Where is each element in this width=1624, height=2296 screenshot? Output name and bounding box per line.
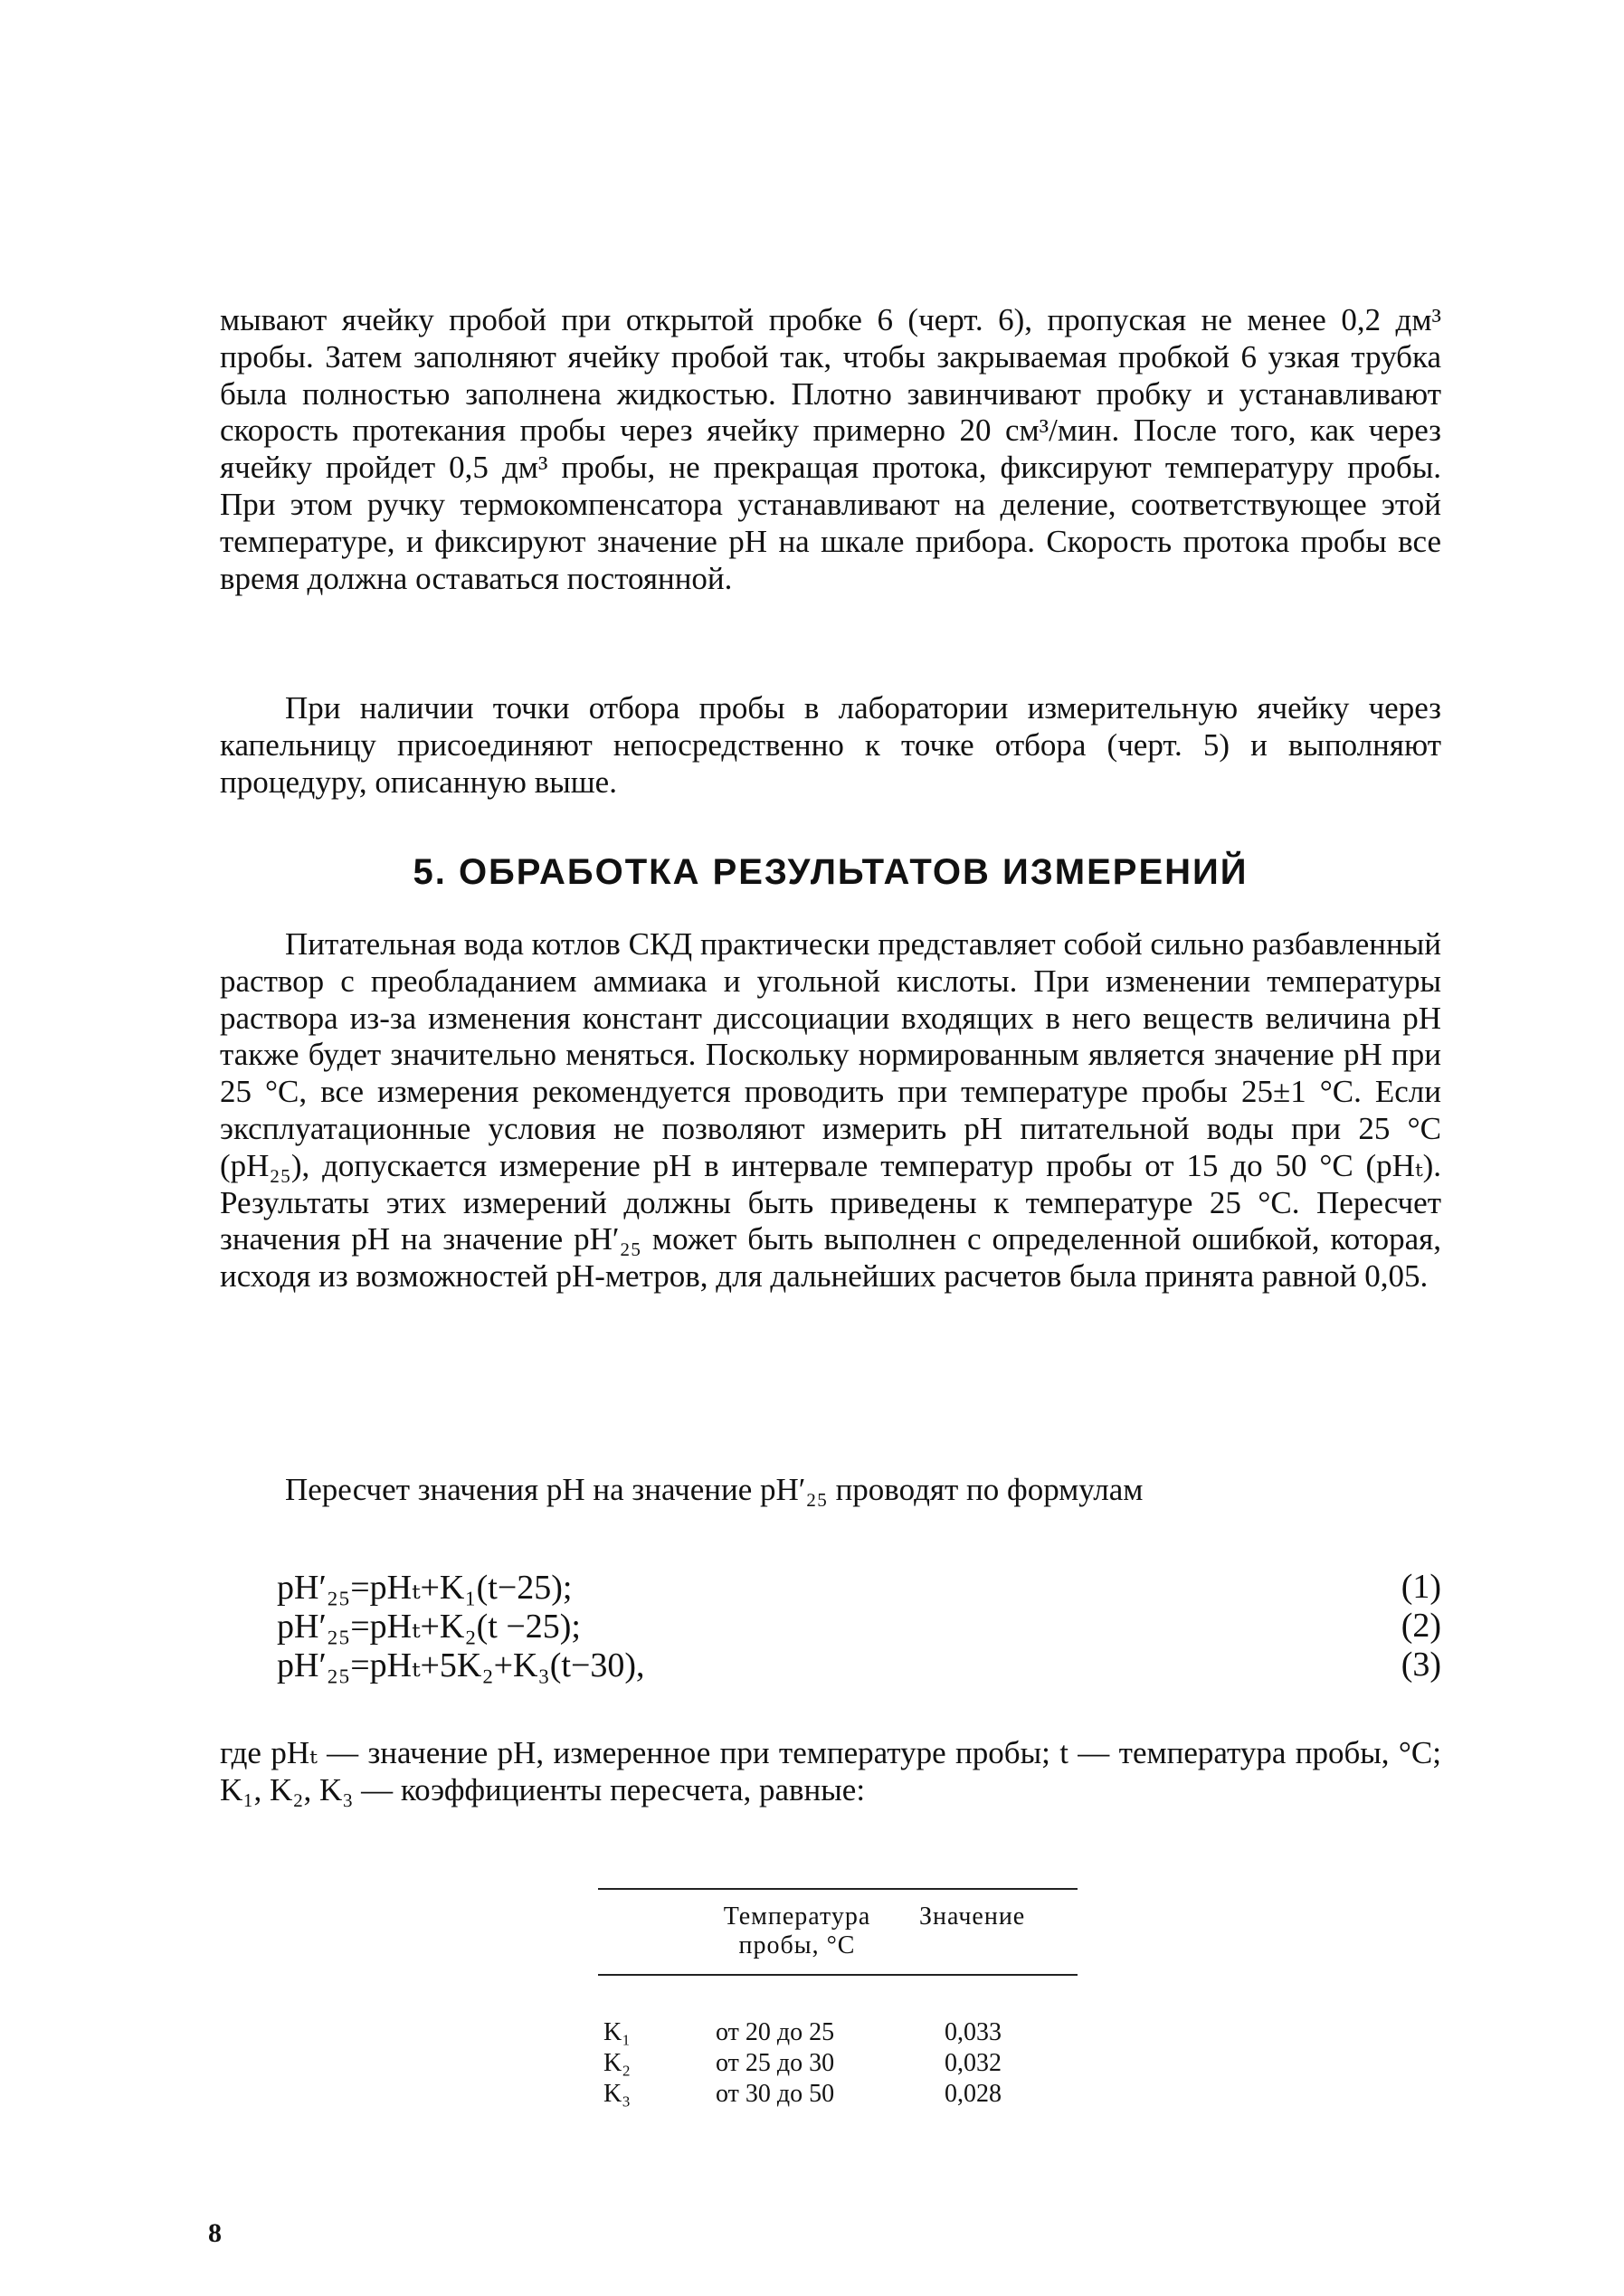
paragraph-lab-sampling	[220, 690, 1441, 801]
formula-number: (1)	[1401, 1568, 1441, 1606]
paragraph-text: мывают ячейку пробой при открытой пробке 6 (черт. 6), пропуская не менее 0,2 дм³ пробы. Затем заполняют ячейку пробой так, чтобы закрываемая пробкой 6 узкая трубка была полностью заполнена жидкостью. Плотно завинчивают пробку и устанавливают скорость протекания пробы через ячейку примерно 20 см³/мин. После того, как через ячейку пройдет 0,5 дм³ пробы, не прекращая протока, фиксируют температуру пробы. При этом ручку термокомпенсатора устанавливают на деление, соответствующее этой температуре, и фиксируют значение pH на шкале прибора. Скорость протока пробы все время должна оставаться постоянной.	[220, 302, 1441, 596]
table-header-temperature	[707, 1902, 888, 1960]
formula-expression: pH′₂₅=pHₜ+K₁(t−25);	[277, 1569, 573, 1607]
formula-2	[220, 1606, 1441, 1644]
paragraph-text: При наличии точки отбора пробы в лаборатории измерительную ячейку через капельницу присоединяют непосредственно к точке отбора (черт. 5) и выполняют процедуру, описанную выше.	[220, 690, 1441, 800]
page-number: 8	[208, 2218, 222, 2248]
section-heading: 5. ОБРАБОТКА РЕЗУЛЬТАТОВ ИЗМЕРЕНИЙ	[413, 852, 1249, 892]
paragraph-text: где pHₜ — значение pH, измеренное при температуре пробы; t — температура пробы, °С; K₁, K₂, K₃ — коэффициенты пересчета, равные:	[220, 1735, 1441, 1807]
paragraph-processing-results	[220, 926, 1441, 1295]
table-header-value: Значение	[919, 1902, 1026, 1931]
table-cell-value: 0,033	[945, 2018, 1002, 2046]
table-header-temp-line1: Температура	[723, 1902, 871, 1931]
formula-expression: pH′₂₅=pHₜ+5K₂+K₃(t−30),	[277, 1646, 645, 1684]
paragraph-measurement-procedure	[220, 302, 1441, 597]
paragraph-legend	[220, 1735, 1441, 1809]
paragraph-text: Питательная вода котлов СКД практически представляет собой сильно разбавленный раствор с преобладанием аммиака и угольной кислоты. При изменении температуры раствора из-за изменения констант диссоциации входящих в него веществ величина pH также будет значительно меняться. Поскольку нормированным является значение pH при 25 °С, все измерения рекомендуется проводить при температуре пробы 25±1 °С. Если эксплуатационные условия не позволяют измерить pH питательной воды при 25 °С (pH₂₅), допускается измерение pH в интервале температур пробы от 15 до 50 °С (pHₜ). Результаты этих измерений должны быть приведены к температуре 25 °С. Пересчет значения pH на значение pH′₂₅ может быть выполнен с определенной ошибкой, которая, исходя из возможностей pH-метров, для дальнейших расчетов была принята равной 0,05.	[220, 926, 1441, 1295]
table-header-temp-line2: пробы, °С	[738, 1931, 856, 1959]
formula-expression: pH′₂₅=pHₜ+K₂(t −25);	[277, 1608, 581, 1646]
table-cell-coef: K₃	[603, 2080, 631, 2108]
table-cell-value: 0,028	[945, 2080, 1002, 2108]
table-cell-range: от 25 до 30	[716, 2049, 835, 2077]
table-cell-value: 0,032	[945, 2049, 1002, 2077]
table-cell-range: от 30 до 50	[716, 2080, 835, 2108]
table-header-rule	[598, 1974, 1078, 1976]
table-cell-coef: K₁	[603, 2018, 631, 2046]
formula-number: (2)	[1401, 1607, 1441, 1645]
paragraph-text: Пересчет значения pH на значение pH′₂₅ проводят по формулам	[285, 1472, 1144, 1507]
table-cell-range: от 20 до 25	[716, 2018, 835, 2046]
formula-3	[220, 1645, 1441, 1683]
table-top-rule	[598, 1888, 1078, 1890]
paragraph-formula-intro	[220, 1472, 1441, 1509]
formula-number: (3)	[1401, 1646, 1441, 1684]
formula-1	[220, 1567, 1441, 1605]
table-cell-coef: K₂	[603, 2049, 631, 2077]
